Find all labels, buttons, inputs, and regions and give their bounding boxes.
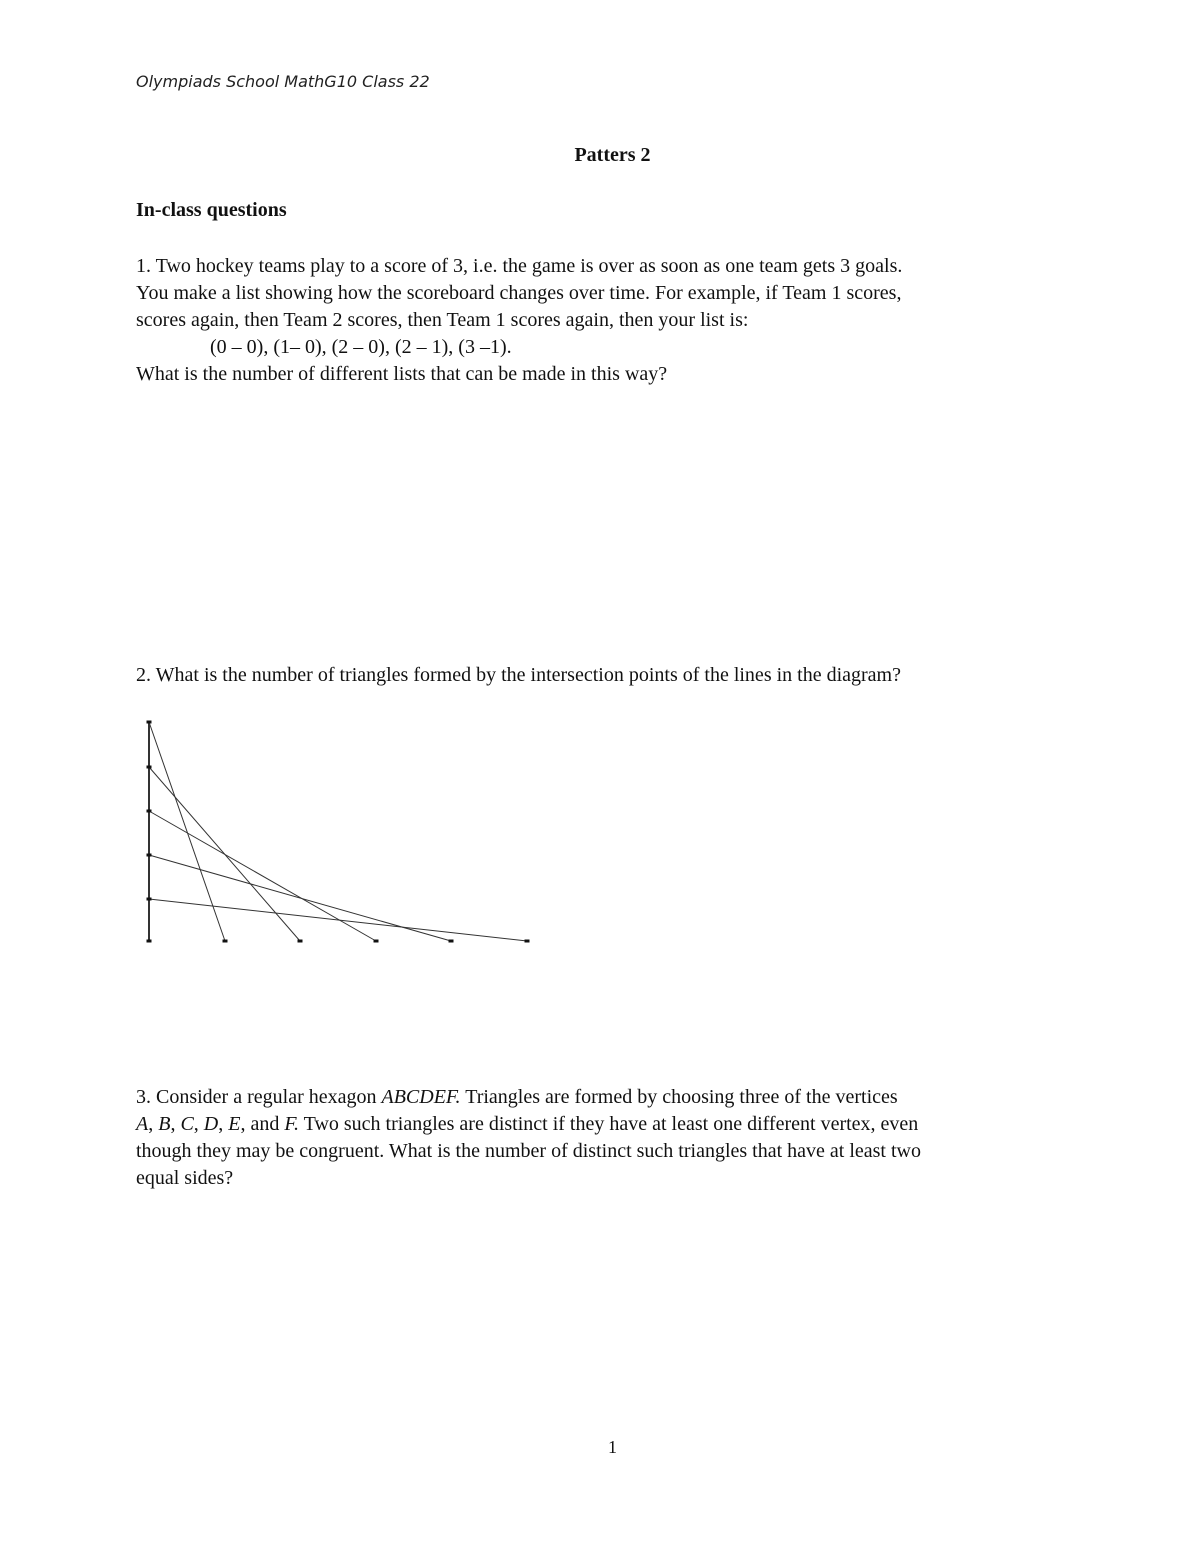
question-3-line-2: A, B, C, D, E, and F. Two such triangles are distinct if they have at least one different vertex, even (136, 1113, 919, 1135)
question-1-line-2: You make a list showing how the scoreboard changes over time. For example, if Team 1 scores, (136, 282, 902, 304)
diagram-vertical-point (147, 898, 152, 901)
diagram-line-5 (149, 899, 527, 941)
diagram-horizontal-point (223, 940, 228, 943)
diagram-line-3 (149, 811, 376, 941)
diagram-vertical-point (147, 810, 152, 813)
question-1-line-1: 1. Two hockey teams play to a score of 3, i.e. the game is over as soon as one team gets 3 goals. (136, 255, 903, 277)
diagram-vertical-point (147, 721, 152, 724)
diagram-line-4 (149, 855, 451, 941)
diagram-horizontal-point (298, 940, 303, 943)
question-3-line-3: though they may be congruent. What is the number of distinct such triangles that have at least two (136, 1140, 921, 1162)
diagram-origin-point (147, 940, 152, 943)
question-3-line-1: 3. Consider a regular hexagon ABCDEF. Triangles are formed by choosing three of the vertices (136, 1086, 898, 1108)
page-title: Patters 2 (574, 144, 651, 166)
page-header: Olympiads School MathG10 Class 22 (136, 72, 430, 91)
diagram-horizontal-point (525, 940, 530, 943)
diagram-vertical-point (147, 766, 152, 769)
question-2-line-1: 2. What is the number of triangles formed by the intersection points of the lines in the diagram? (136, 664, 901, 686)
question-1-example-list: (0 – 0), (1– 0), (2 – 0), (2 – 1), (3 –1). (210, 336, 512, 358)
section-heading: In-class questions (136, 199, 287, 221)
diagram-vertical-point (147, 854, 152, 857)
diagram-line-1 (149, 722, 225, 941)
diagram-horizontal-point (374, 940, 379, 943)
question-3 (136, 1084, 1076, 1192)
question-3-line-4: equal sides? (136, 1167, 234, 1189)
question-1-line-5: What is the number of different lists that can be made in this way? (136, 363, 668, 385)
page-number: 1 (608, 1437, 617, 1457)
question-1-line-3: scores again, then Team 2 scores, then Team 1 scores again, then your list is: (136, 309, 749, 331)
diagram-horizontal-point (449, 940, 454, 943)
